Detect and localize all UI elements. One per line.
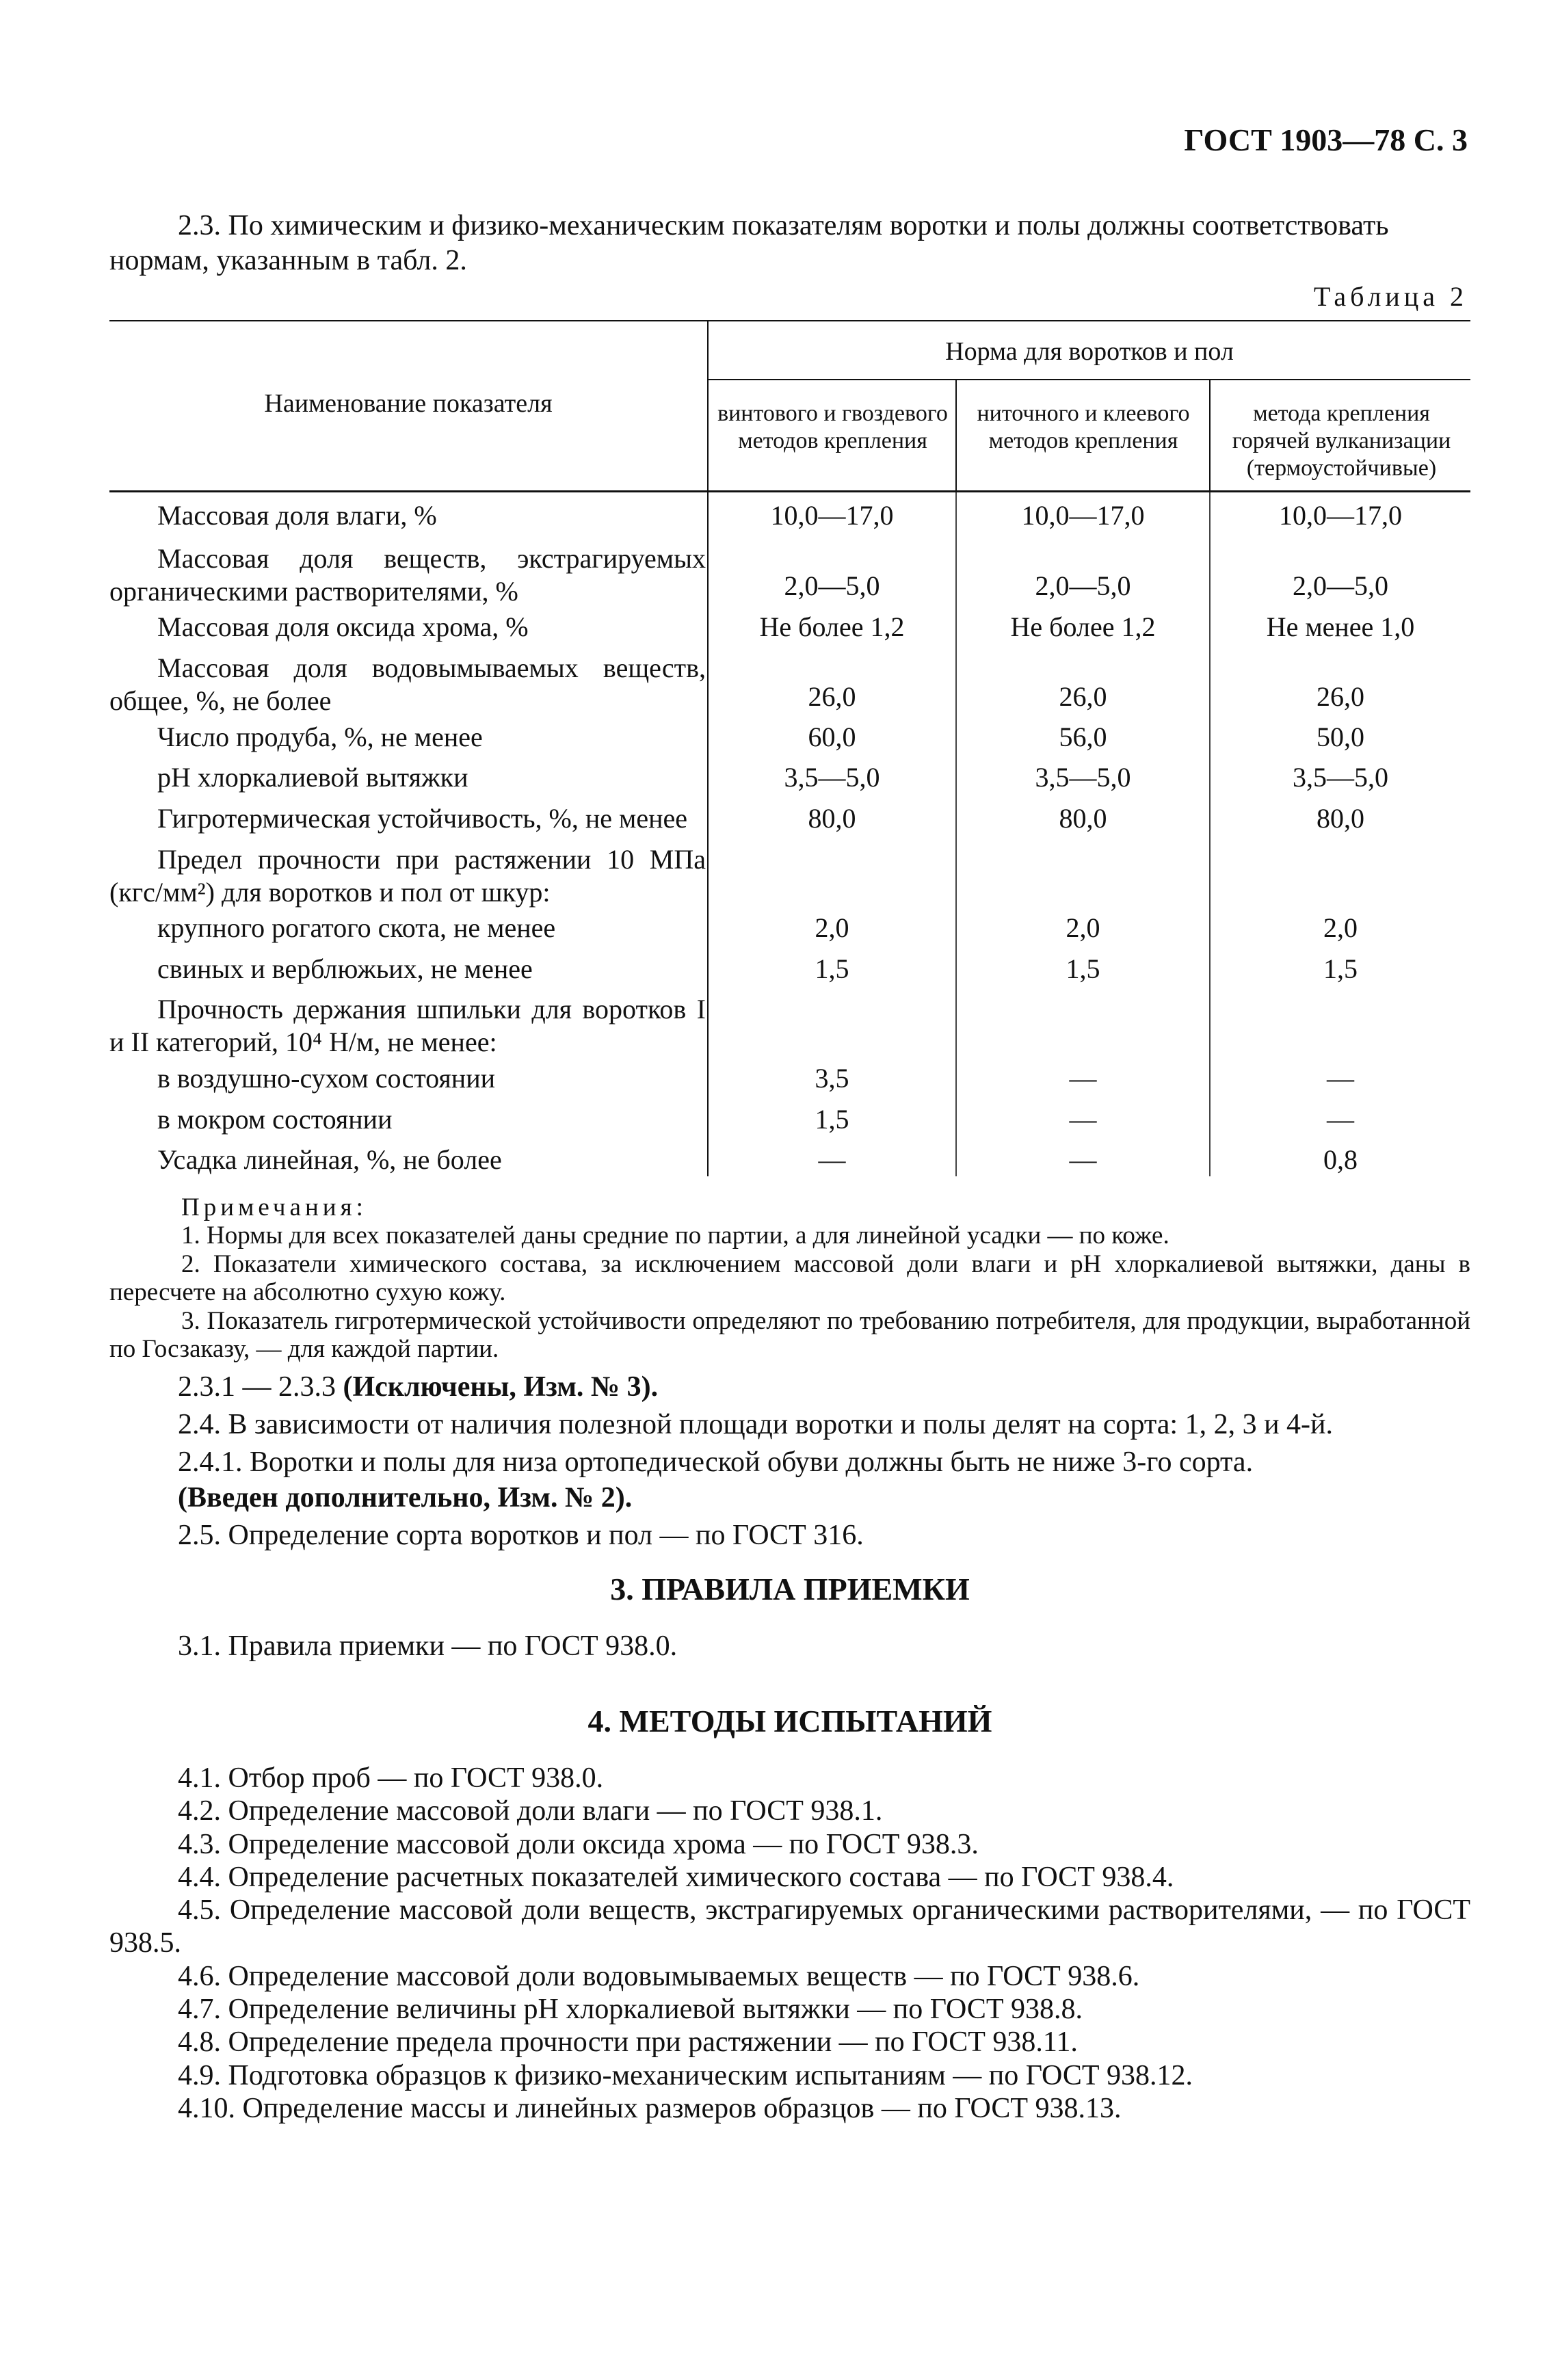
column-header-3: метода крепления горячей вулканизации (термоустойчивые) xyxy=(1232,401,1451,481)
table-cell: 3,5—5,0 xyxy=(784,762,880,793)
column-header-norm: Норма для воротков и пол xyxy=(945,337,1234,366)
table-cell: — xyxy=(818,1144,846,1175)
table-row: Усадка линейная, %, не более xyxy=(157,1144,502,1175)
table-cell: — xyxy=(1069,1063,1097,1094)
norm-subheader-rule xyxy=(709,379,1470,380)
page-header: ГОСТ 1903—78 С. 3 xyxy=(1184,122,1468,157)
column-header-name: Наименование показателя xyxy=(264,389,553,418)
table-row: Гигротермическая устойчивость, %, не менее xyxy=(157,803,688,834)
table-row: Массовая доля влаги, % xyxy=(157,500,437,531)
note-item: 1. Нормы для всех показателей даны средние по партии, а для линейной усадки — по коже. xyxy=(181,1221,1169,1250)
table-row: Число продуба, %, не менее xyxy=(157,722,483,752)
table-cell: 3,5 xyxy=(815,1063,849,1094)
list-item: 4.4. Определение расчетных показателей химического состава — по ГОСТ 938.4. xyxy=(178,1861,1174,1893)
table-notes xyxy=(109,1193,1470,1364)
table-cell: 2,0—5,0 xyxy=(784,570,880,601)
table-cell: 26,0 xyxy=(1059,681,1107,712)
column-header-1: винтового и гвоздевого методов крепления xyxy=(717,401,948,454)
table-vline-3 xyxy=(1209,380,1211,492)
table-cell: 56,0 xyxy=(1059,722,1107,752)
table-cell: — xyxy=(1069,1104,1097,1135)
list-item: 4.9. Подготовка образцов к физико-механическим испытаниям — по ГОСТ 938.12. xyxy=(178,2059,1193,2091)
table-cell: 60,0 xyxy=(808,722,856,752)
table-cell: 1,5 xyxy=(1066,953,1100,984)
notes-title: Примечания: xyxy=(181,1193,367,1221)
table-cell: — xyxy=(1069,1144,1097,1175)
table-cell: 3,5—5,0 xyxy=(1035,762,1131,793)
table-row: Массовая доля оксида хрома, % xyxy=(157,611,529,642)
section-3-item: 3.1. Правила приемки — по ГОСТ 938.0. xyxy=(178,1630,678,1662)
table-cell: 2,0 xyxy=(815,912,849,943)
table-row: Прочность держания шпильки для воротков I и II категорий, 10⁴ Н/м, не менее: xyxy=(109,994,706,1057)
list-item: 4.1. Отбор проб — по ГОСТ 938.0. xyxy=(178,1762,604,1794)
table-cell: 10,0—17,0 xyxy=(1279,500,1402,531)
paragraph-2-5: 2.5. Определение сорта воротков и пол — по ГОСТ 316. xyxy=(178,1519,864,1551)
table-caption: Таблица 2 xyxy=(1313,281,1468,312)
table-cell: 80,0 xyxy=(808,803,856,834)
table-cell: 80,0 xyxy=(1059,803,1107,834)
note-item: 2. Показатели химического состава, за исключением массовой доли влаги и pH хлоркалиевой вытяжки, даны в пересчете на абсолютно сухую кожу. xyxy=(109,1250,1470,1307)
table-cell: Не более 1,2 xyxy=(1010,611,1156,642)
list-item: 4.2. Определение массовой доли влаги — по ГОСТ 938.1. xyxy=(178,1795,883,1827)
table-cell: 1,5 xyxy=(1323,953,1358,984)
table-row: свиных и верблюжьих, не менее xyxy=(157,953,533,984)
table-cell: Не более 1,2 xyxy=(759,611,905,642)
list-item: 4.8. Определение предела прочности при растяжении — по ГОСТ 938.11. xyxy=(178,2026,1078,2059)
table-row: в воздушно-сухом состоянии xyxy=(157,1063,496,1094)
paragraph-2-4: 2.4. В зависимости от наличия полезной площади воротки и полы делят на сорта: 1, 2, 3 и 4-й. xyxy=(178,1409,1334,1441)
paragraph-2-4-1: 2.4.1. Воротки и полы для низа ортопедической обуви должны быть не ниже 3-го сорта. xyxy=(178,1446,1254,1479)
table-row: pH хлоркалиевой вытяжки xyxy=(157,762,468,793)
intro-text: 2.3. По химическим и физико-механическим показателям воротки и полы должны соответствовать нормам, указанным в табл. 2. xyxy=(109,210,1389,277)
table-vline-2 xyxy=(955,380,957,492)
note-item: 3. Показатель гигротермической устойчивости определяют по требованию потребителя, для продукции, выработанной по Госзаказу, — для каждой партии. xyxy=(109,1306,1470,1364)
paragraph-2-3-1: 2.3.1 — 2.3.3 (Исключены, Изм. № 3). xyxy=(178,1371,659,1403)
table-cell: 2,0 xyxy=(1323,912,1358,943)
table-row: Массовая доля водовымываемых веществ, общее, %, не более xyxy=(109,652,706,716)
table-cell: 26,0 xyxy=(808,681,856,712)
table-cell: 80,0 xyxy=(1317,803,1364,834)
table-cell: 10,0—17,0 xyxy=(1021,500,1145,531)
table-row: Массовая доля веществ, экстрагируемых органическими растворителями, % xyxy=(109,543,706,607)
table-row: в мокром состоянии xyxy=(157,1104,393,1135)
list-item: 4.10. Определение массы и линейных размеров образцов — по ГОСТ 938.13. xyxy=(178,2092,1122,2124)
table-cell: 1,5 xyxy=(815,953,849,984)
table-row: крупного рогатого скота, не менее xyxy=(157,912,556,943)
table-cell: 2,0—5,0 xyxy=(1035,570,1131,601)
paragraph-2-4-1-note: (Введен дополнительно, Изм. № 2). xyxy=(178,1481,633,1513)
table-cell: 3,5—5,0 xyxy=(1293,762,1388,793)
list-item: 4.3. Определение массовой доли оксида хрома — по ГОСТ 938.3. xyxy=(178,1828,979,1860)
section-4-list xyxy=(109,1762,1470,2125)
column-header-2: ниточного и клеевого методов крепления xyxy=(977,401,1190,454)
list-item: 4.6. Определение массовой доли водовымываемых веществ — по ГОСТ 938.6. xyxy=(178,1960,1140,1992)
table-cell: 50,0 xyxy=(1317,722,1364,752)
list-item: 4.7. Определение величины pH хлоркалиевой вытяжки — по ГОСТ 938.8. xyxy=(178,1994,1083,2026)
table-cell: 2,0—5,0 xyxy=(1293,570,1388,601)
list-item: 4.5. Определение массовой доли веществ, экстрагируемых органическими растворителями, — по ГОСТ 938.5. xyxy=(109,1894,1470,1959)
table-cell: — xyxy=(1327,1104,1354,1135)
intro-paragraph xyxy=(109,209,1470,278)
table-cell: 26,0 xyxy=(1317,681,1364,712)
section-4-title: 4. МЕТОДЫ ИСПЫТАНИЙ xyxy=(587,1704,992,1738)
paragraph-block xyxy=(109,1370,1470,1553)
table-row: Предел прочности при растяжении 10 МПа (кгс/мм²) для воротков и пол от шкур: xyxy=(109,844,706,908)
table-cell: 10,0—17,0 xyxy=(770,500,894,531)
table-cell: 1,5 xyxy=(815,1104,849,1135)
table-cell: Не менее 1,0 xyxy=(1266,611,1415,642)
section-3-title: 3. ПРАВИЛА ПРИЕМКИ xyxy=(610,1572,970,1606)
table-top-rule xyxy=(109,320,1470,321)
table-cell: 2,0 xyxy=(1066,912,1100,943)
table-header-rule xyxy=(109,490,1470,492)
table-cell: — xyxy=(1327,1063,1354,1094)
table-cell: 0,8 xyxy=(1323,1144,1358,1175)
